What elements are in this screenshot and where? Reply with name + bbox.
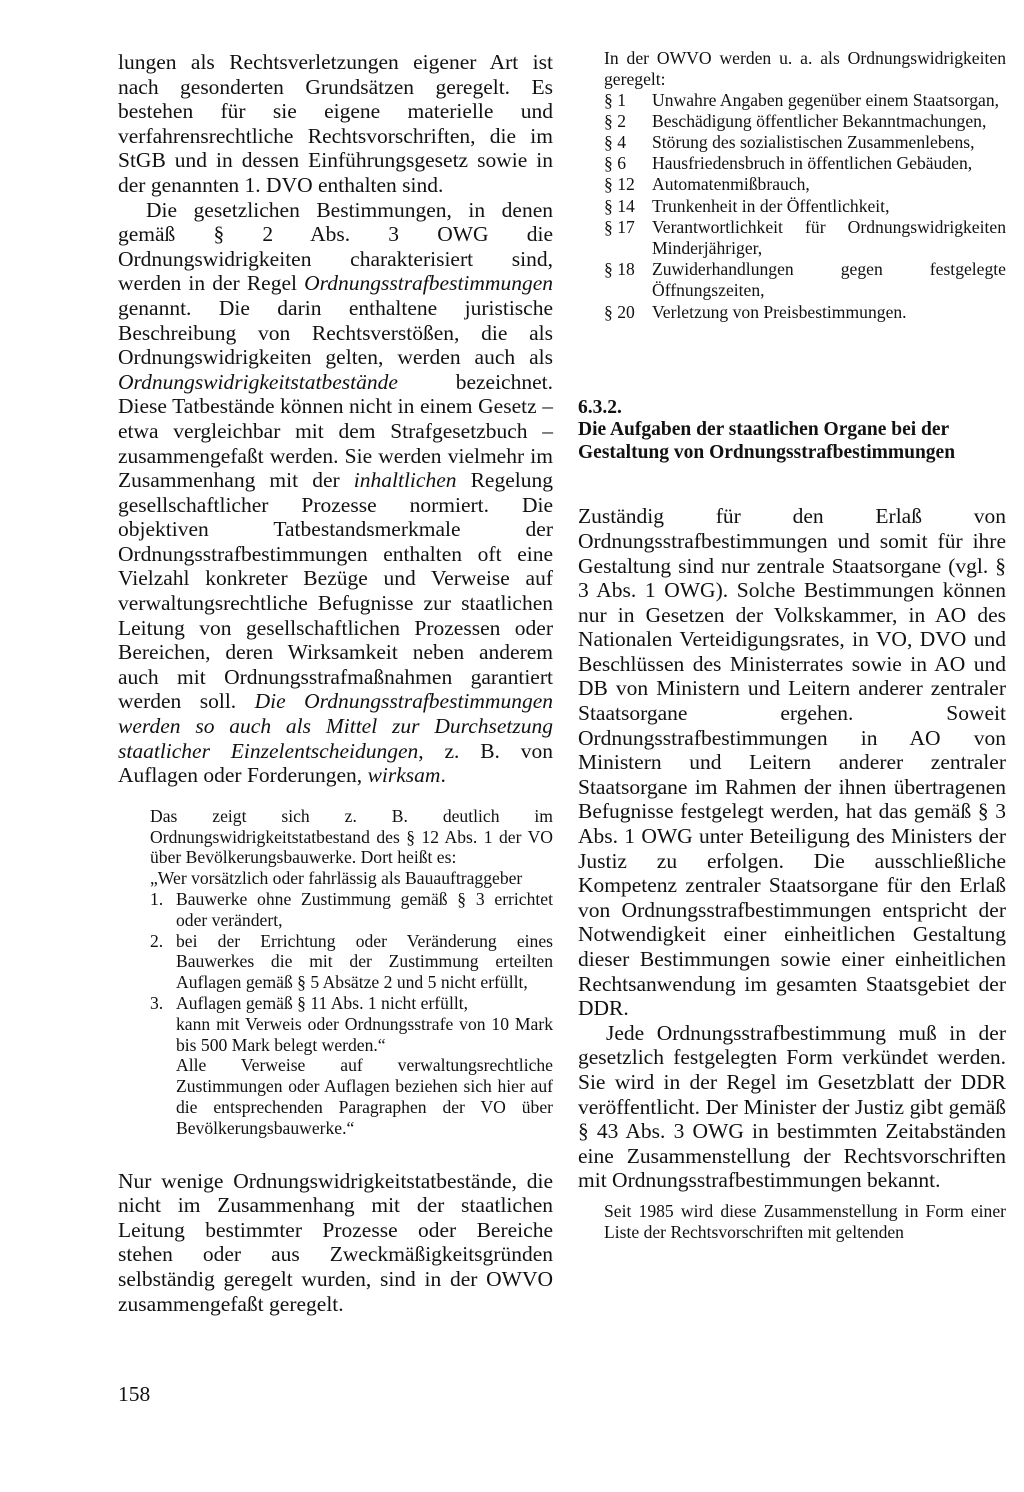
list-number: 2. [150, 930, 164, 951]
text-run: Regelung gesellschaftlicher Prozesse normiert. Die objektiven Tatbestandsmerkmale der Ordnungsstrafbestimmungen enthalten oft eine Vielzahl konkreter Bezüge und Verweise auf verwaltungsrechtliche Befugnisse zur staatlichen Leitung von gesellschaftlichen Prozessen oder Bereichen, deren Wirksamkeit neben anderem auch mit Ordnungsstrafmaßnahmen garantiert werden soll. [118, 468, 553, 714]
list-item [604, 196, 1006, 217]
text-run: bezeichnet. Diese Tatbestände können nicht in einem Gesetz – etwa vergleichbar mit dem Strafgesetzbuch – zusammengefaßt werden. Sie werden vielmehr im Zusammenhang mit der [118, 369, 553, 493]
body-paragraph: Nur wenige Ordnungswidrigkeitstatbestände, die nicht im Zusammenhang mit der staatlichen Leitung bestimmter Prozesse oder Bereiche stehen oder aus Zweckmäßigkeitsgründen selbständig geregelt wurden, sind in der OWVO zusammengefaßt geregelt. [118, 1168, 553, 1316]
list-text: bei der Errichtung oder Veränderung eines Bauwerkes die mit der Zustimmung erteilten Auflagen gemäß § 5 Absätze 2 und 5 nicht erfüllt, [176, 930, 553, 993]
body-paragraph: lungen als Rechtsverletzungen eigener Art ist nach gesonderten Grundsätzen geregelt. Es bestehen für sie eigene materielle und verfahrensrechtliche Rechtsvorschriften, die im StGB und in dessen Einführungsgesetz sowie in der genannten 1. DVO enthalten sind. [118, 50, 553, 197]
paragraph-text: Hausfriedensbruch in öffentlichen Gebäuden, [652, 153, 973, 174]
quote-intro: Das zeigt sich z. B. deutlich im Ordnungswidrigkeitstatbestand des § 12 Abs. 1 der VO über Bevölkerungsbauwerke. Dort heißt es: [150, 805, 553, 868]
paragraph-number: § 1 [604, 89, 626, 110]
section-title: Die Aufgaben der staatlichen Organe bei der Gestaltung von Ordnungsstrafbestimmungen [578, 419, 956, 463]
list-item [150, 889, 553, 931]
right-column [578, 48, 1006, 1243]
body-paragraph: Jede Ordnungsstrafbestimmung muß in der gesetzlich festgelegten Form verkündet werden. Sie wird in der Regel im Gesetzblatt der DDR veröffentlicht. Der Minister der Justiz gibt gemäß § 43 Abs. 3 OWG in bestimmten Zeitabständen eine Zusammenstellung der Rechtsvorschriften mit Ordnungsstrafbestimmungen bekannt. [578, 1020, 1006, 1193]
numbered-list [150, 889, 553, 1014]
list-item [150, 931, 553, 993]
list-number: 1. [150, 889, 164, 909]
section-number: 6.3.2. [578, 396, 622, 418]
list-text: Bauwerke ohne Zustimmung gemäß § 3 errichtet oder verändert, [176, 889, 553, 930]
section-heading [578, 397, 1006, 465]
list-item [604, 302, 1006, 323]
body-paragraph: Zuständig für den Erlaß von Ordnungsstrafbestimmungen und somit für ihre Gestaltung sind nur zentrale Staatsorgane (vgl. § 3 Abs. 1 OWG). Solche Bestimmungen können nur in Gesetzen der Volkskammer, in AO des Nationalen Verteidigungsrates, in VO, DVO und Beschlüssen des Ministerrates sowie in AO und DB von Ministern und Leitern anderer zentraler Staatsorgane ergehen. Soweit Ordnungsstrafbestimmungen in AO von Ministern und Leitern anderer zentraler Staatsorgane im Rahmen der ihnen übertragenen Befugnisse festgelegt werden, hat das gemäß § 3 Abs. 1 OWG unter Beteiligung des Ministers der Justiz zu erfolgen. Die ausschließliche Kompetenz zentraler Staatsorgane für den Erlaß von Ordnungsstrafbestimmungen entspricht der Notwendigkeit einer einheitlichen Gestaltung dieser Bestimmungen sowie einer einheitlichen Rechtsanwendung im gesamten Staatsgebiet der DDR. [578, 504, 1006, 1021]
paragraph-text: Störung des sozialistischen Zusammenlebens, [652, 132, 975, 152]
list-item [604, 90, 1006, 111]
paragraph-text: Verantwortlichkeit für Ordnungswidrigkeiten Minderjähriger, [652, 216, 1006, 259]
spacer [578, 464, 1006, 504]
list-item [604, 217, 1006, 259]
paragraph-text: Trunkenheit in der Öffentlichkeit, [652, 195, 890, 216]
list-number: 3. [150, 992, 164, 1013]
owvo-list-block [578, 48, 1006, 323]
quote-line: „Wer vorsätzlich oder fahrlässig als Bauauftraggeber [150, 868, 523, 889]
list-intro: In der OWVO werden u. a. als Ordnungswidrigkeiten geregelt: [604, 48, 1006, 89]
emphasis: Die Ordnungsstrafbestimmungen werden so auch als Mittel zur Durchsetzung staatlicher Einzelentscheidungen [118, 689, 553, 763]
paragraph-number: § 14 [604, 195, 635, 216]
paragraph-number: § 18 [604, 259, 635, 280]
spacer [118, 1139, 553, 1169]
paragraph-number: § 4 [604, 132, 626, 152]
body-paragraph [118, 198, 553, 788]
list-item [150, 993, 553, 1014]
example-quote [150, 806, 553, 1139]
text-run: Die gesetzlichen Bestimmungen, in denen gemäß § 2 Abs. 3 OWG die Ordnungswidrigkeiten charakterisiert sind, werden in der Regel [118, 197, 553, 296]
paragraph-text: Beschädigung öffentlicher Bekanntmachungen, [652, 110, 987, 131]
list-item [604, 153, 1006, 174]
paragraph-text: Unwahre Angaben gegenüber einem Staatsorgan, [652, 89, 1000, 110]
paragraph-number: § 17 [604, 216, 635, 237]
page-number: 158 [118, 1382, 151, 1406]
quote-end: kann mit Verweis oder Ordnungsstrafe von 10 Mark bis 500 Mark belegt werden.“ [176, 1013, 553, 1055]
quote-note: Alle Verweise auf verwaltungsrechtliche Zustimmungen oder Auflagen beziehen sich hier auf die entsprechenden Paragraphen der VO über Bevölkerungsbauwerke.“ [176, 1055, 553, 1138]
paragraph-text: Verletzung von Preisbestimmungen. [652, 301, 907, 322]
paragraph-list [604, 90, 1006, 323]
paragraph-number: § 20 [604, 301, 635, 322]
paragraph-number: § 2 [604, 110, 626, 131]
text-run: , z. B. von Auflagen oder Forderungen, [118, 738, 553, 788]
emphasis: inhaltlichen [353, 468, 457, 493]
left-column [118, 50, 553, 1316]
emphasis: wirksam [367, 763, 441, 788]
emphasis: Ordnungswidrigkeitstatbestände [118, 369, 398, 394]
paragraph-number: § 12 [604, 174, 635, 195]
list-item [604, 132, 1006, 153]
list-item [604, 174, 1006, 195]
text-run: . [440, 763, 446, 788]
list-item [604, 111, 1006, 132]
paragraph-number: § 6 [604, 153, 626, 174]
paragraph-text: Zuwiderhandlungen gegen festgelegte Öffnungszeiten, [652, 259, 1006, 301]
emphasis: Ordnungsstrafbestimmungen [304, 271, 553, 296]
list-item [604, 259, 1006, 301]
text-run: genannt. Die darin enthaltene juristische Beschreibung von Rechtsverstößen, die als Ordnungswidrigkeiten gelten, werden auch als [118, 295, 553, 370]
paragraph-text: Automatenmißbrauch, [652, 174, 810, 195]
small-paragraph: Seit 1985 wird diese Zusammenstellung in Form einer Liste der Rechtsvorschriften mit geltenden [604, 1200, 1006, 1242]
list-text: Auflagen gemäß § 11 Abs. 1 nicht erfüllt, [176, 992, 469, 1013]
